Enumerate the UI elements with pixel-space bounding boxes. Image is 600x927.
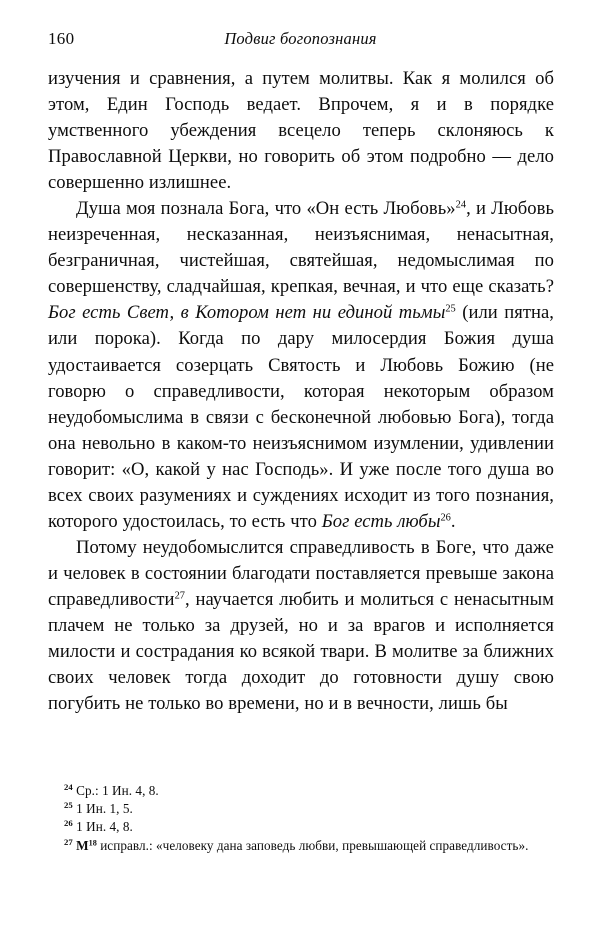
text-run: , и Любовь неизреченная, несказанная, неизъяснимая, ненасытная, безграничная, чистейшая, святейшая, недомыслимая по совершенству, сладчайшая, крепкая, вечная, и что еще сказать? [48,198,554,298]
footnote-item [48,800,554,818]
footnote-item [48,818,554,836]
footnote-marker[interactable]: 24 [64,782,73,793]
page-number: 160 [48,29,75,48]
manuscript-sigil: $М^{18}$ [76,837,97,853]
footnote-marker[interactable]: 26 [64,818,73,829]
body-paragraph [48,535,554,717]
text-run: изучения и сравнения, а путем молитвы. Как я молился об этом, Един Господь ведает. Впрочем, я и в порядке умственного убеждения всецело теперь склоняюсь к Православной Церкви, но говорить об этом подробно — дело совершенно излишнее. [48,68,554,194]
footnote-text: 1 Ин. 4, 8. [76,819,133,835]
footnote-reference[interactable]: 26 [440,512,451,524]
text-run: Душа моя познала Бога, что «Он есть Любовь» [76,198,456,220]
scripture-quote: Бог есть Свет, в Котором нет ни единой тьмы [48,302,446,324]
body-paragraph [48,196,554,535]
footnote-marker[interactable]: 27 [64,836,73,847]
text-run: . [450,510,456,532]
footnote-marker[interactable]: 25 [64,800,73,811]
footnote-item [48,837,554,855]
text-run: Потому неудобомыслится справедливость в Боге, что даже и человек в состоянии благодати поставляется превыше закона справедливости [48,536,554,610]
body-text-block [48,66,554,717]
text-run: , научается любить и молиться с ненасытным плачем не только за друзей, но и за врагов и исполняется милости и сострадания ко всякой твари. В молитве за ближних своих человек тогда доходит до готовности душу свою погубить не только во времени, но и в вечности, лишь бы [48,588,554,715]
running-head [48,28,553,50]
footnote-text: исправл.: «человеку дана заповедь любви, превышающей справедливость». [100,837,529,853]
text-run: (или пятна, или порока). Когда по дару милосердия Божия душа удостаивается созерцать Святость и Любовь Божию (не говорю о справедливости, которая некоторым образом неудобомыслима в связи с бесконечной любовью Бога), тогда она невольно в каком-то неизъяснимом изумлении, удивлении говорит: «О, какой у нас Господь». И уже после того душа во всех своих разумениях и суждениях исходит из того познания, которого удостоилась, то есть что [48,302,554,532]
footnote-text: 1 Ин. 1, 5. [76,801,133,817]
footnotes-block [48,782,554,855]
manuscript-sigil-number: 18 [88,838,97,848]
scripture-quote: Бог есть любы [321,510,441,532]
footnote-reference[interactable]: 25 [445,303,456,315]
footnote-item [48,782,554,800]
running-title: Подвиг богопознания [224,29,377,48]
body-paragraph [48,66,554,196]
footnote-reference[interactable]: 27 [174,590,185,602]
footnote-reference[interactable]: 24 [455,199,467,211]
footnote-text: Ср.: 1 Ин. 4, 8. [76,783,159,798]
